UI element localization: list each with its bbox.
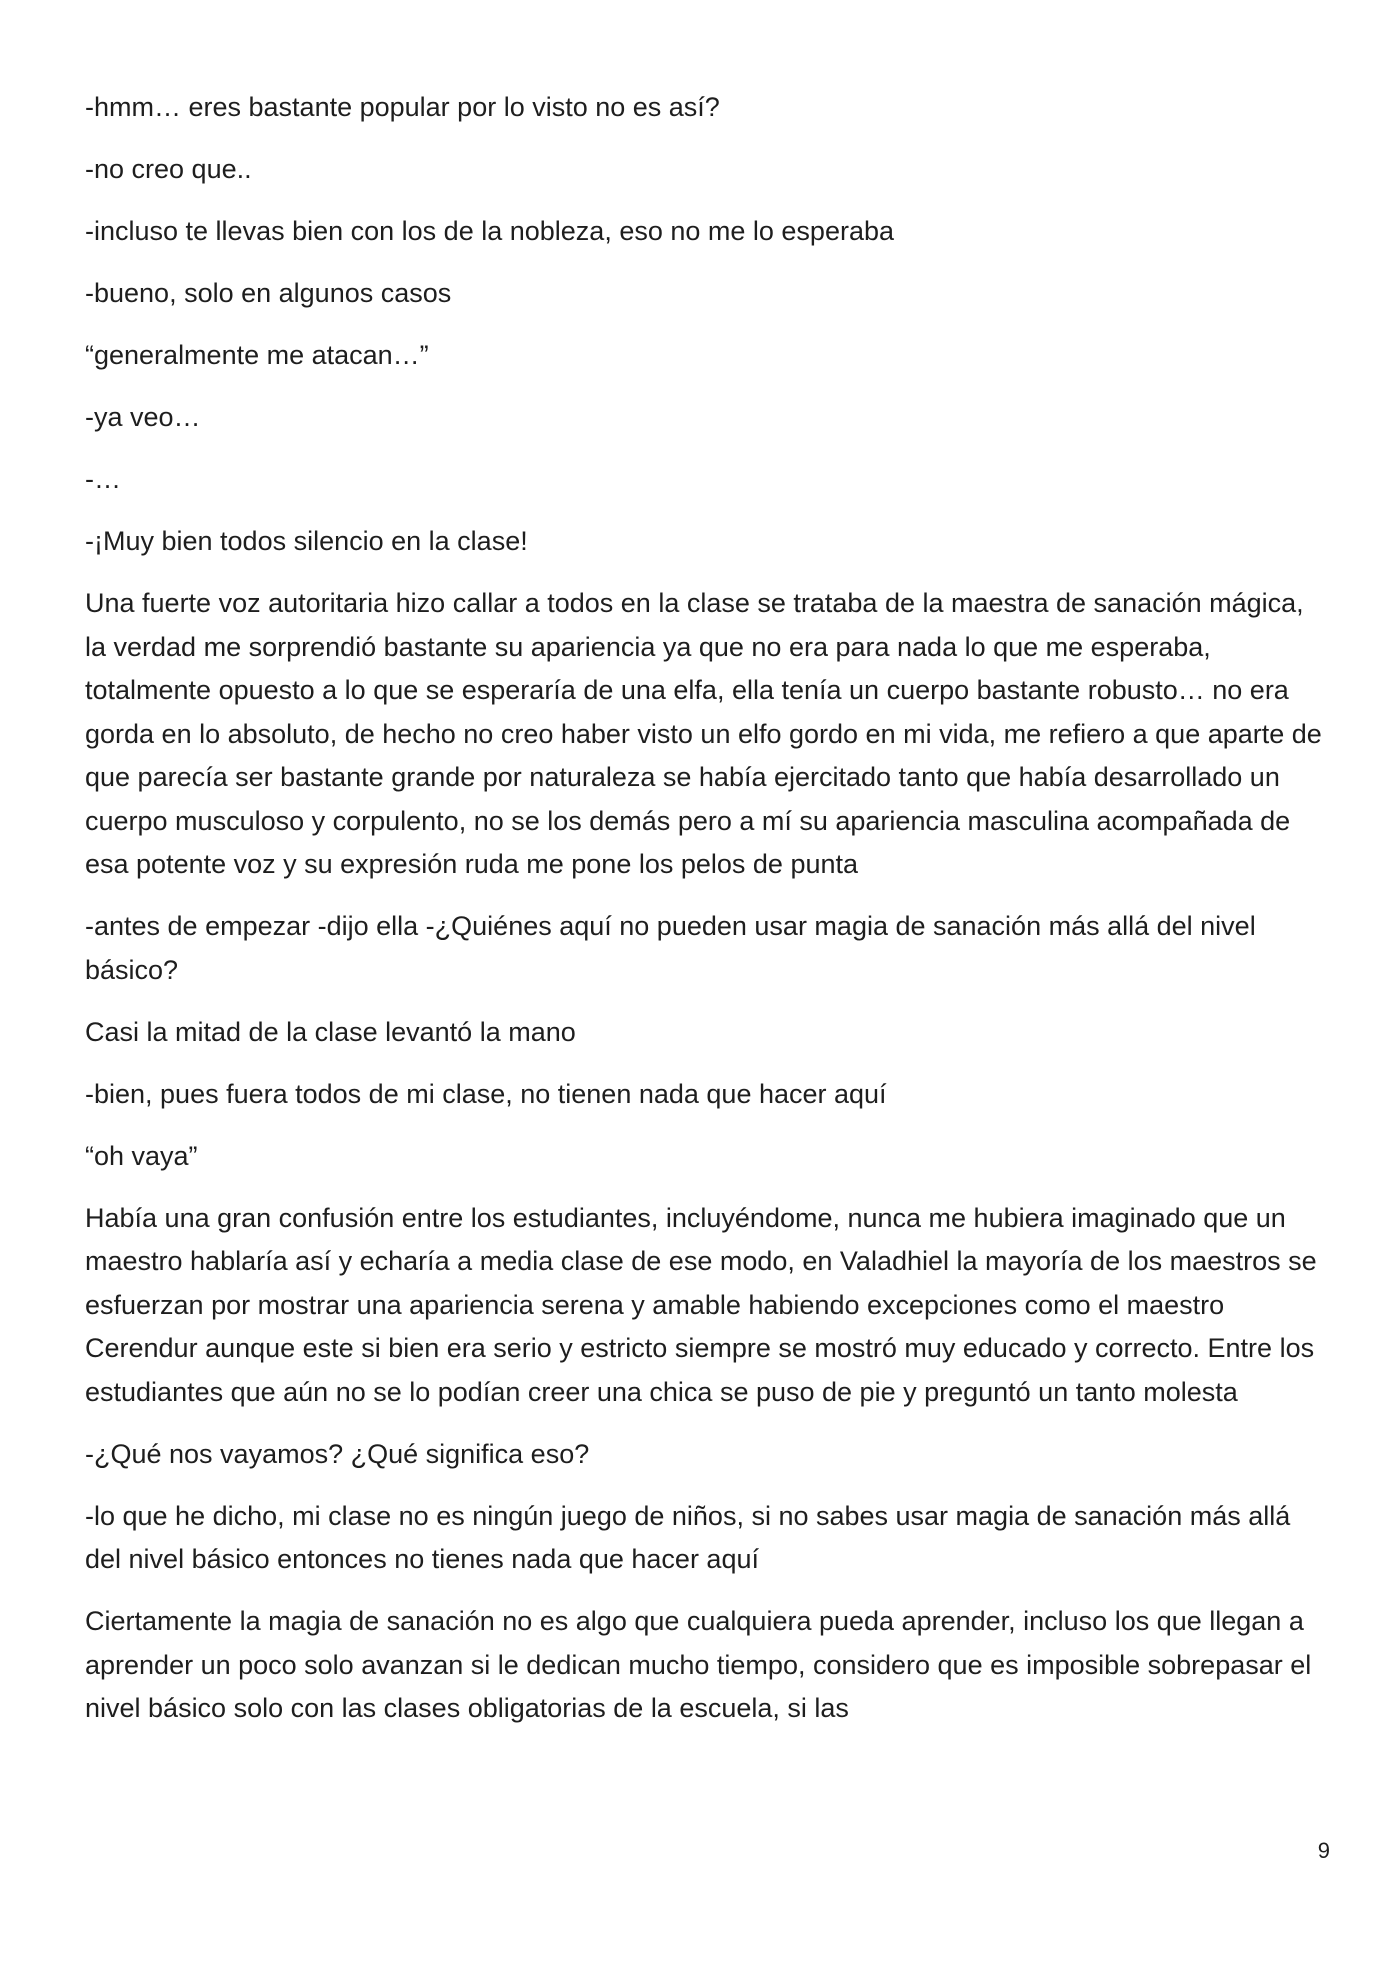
paragraph-1: -hmm… eres bastante popular por lo visto no es así? [85,92,720,122]
page-number: 9 [1317,1838,1330,1863]
paragraph-15: -¿Qué nos vayamos? ¿Qué significa eso? [85,1438,590,1469]
paragraph-7: -… [85,464,121,494]
paragraph-3: -incluso te llevas bien con los de la nobleza, eso no me lo esperaba [85,216,894,246]
paragraph-10: -antes de empezar -dijo ella -¿Quiénes aquí no pueden usar magia de sanación más allá del nivel básico? [85,911,1256,985]
paragraph-16: -lo que he dicho, mi clase no es ningún juego de niños, si no sabes usar magia de sanación más allá del nivel básico entonces no tienes nada que hacer aquí [85,1500,1291,1574]
paragraph-4: -bueno, solo en algunos casos [85,278,452,308]
paragraph-2: -no creo que.. [85,154,252,184]
paragraph-9: Una fuerte voz autoritaria hizo callar a todos en la clase se trataba de la maestra de sanación mágica, la verdad me sorprendió bastante su apariencia ya que no era para nada lo que me esperaba, totalmente opuesto a lo que se esperaría de una elfa, ella tenía un cuerpo bastante robusto… no era gorda en lo absoluto, de hecho no creo haber visto un elfo gordo en mi vida, me refiero a que aparte de que parecía ser bastante grande por naturaleza se había ejercitado tanto que había desarrollado un cuerpo musculoso y corpulento, no se los demás pero a mí su apariencia masculina acompañada de esa potente voz y su expresión ruda me pone los pelos de punta [85,588,1322,879]
paragraph-6: -ya veo… [85,402,201,432]
paragraph-12: -bien, pues fuera todos de mi clase, no tienen nada que hacer aquí [85,1078,887,1109]
paragraph-17: Ciertamente la magia de sanación no es algo que cualquiera pueda aprender, incluso los que llegan a aprender un poco solo avanzan si le dedican mucho tiempo, considero que es imposible sobrepasar el nivel básico solo con las clases obligatorias de la escuela, si las [85,1606,1312,1723]
page-body [85,86,1325,1749]
paragraph-14: Había una gran confusión entre los estudiantes, incluyéndome, nunca me hubiera imaginado que un maestro hablaría así y echaría a media clase de ese modo, en Valadhiel la mayoría de los maestros se esfuerzan por mostrar una apariencia serena y amable habiendo excepciones como el maestro Cerendur aunque este si bien era serio y estricto siempre se mostró muy educado y correcto. Entre los estudiantes que aún no se lo podían creer una chica se puso de pie y preguntó un tanto molesta [85,1202,1317,1407]
paragraph-5: “generalmente me atacan…” [85,340,429,370]
paragraph-13: “oh vaya” [85,1140,198,1171]
paragraph-8: -¡Muy bien todos silencio en la clase! [85,526,528,556]
paragraph-11: Casi la mitad de la clase levantó la mano [85,1016,576,1047]
